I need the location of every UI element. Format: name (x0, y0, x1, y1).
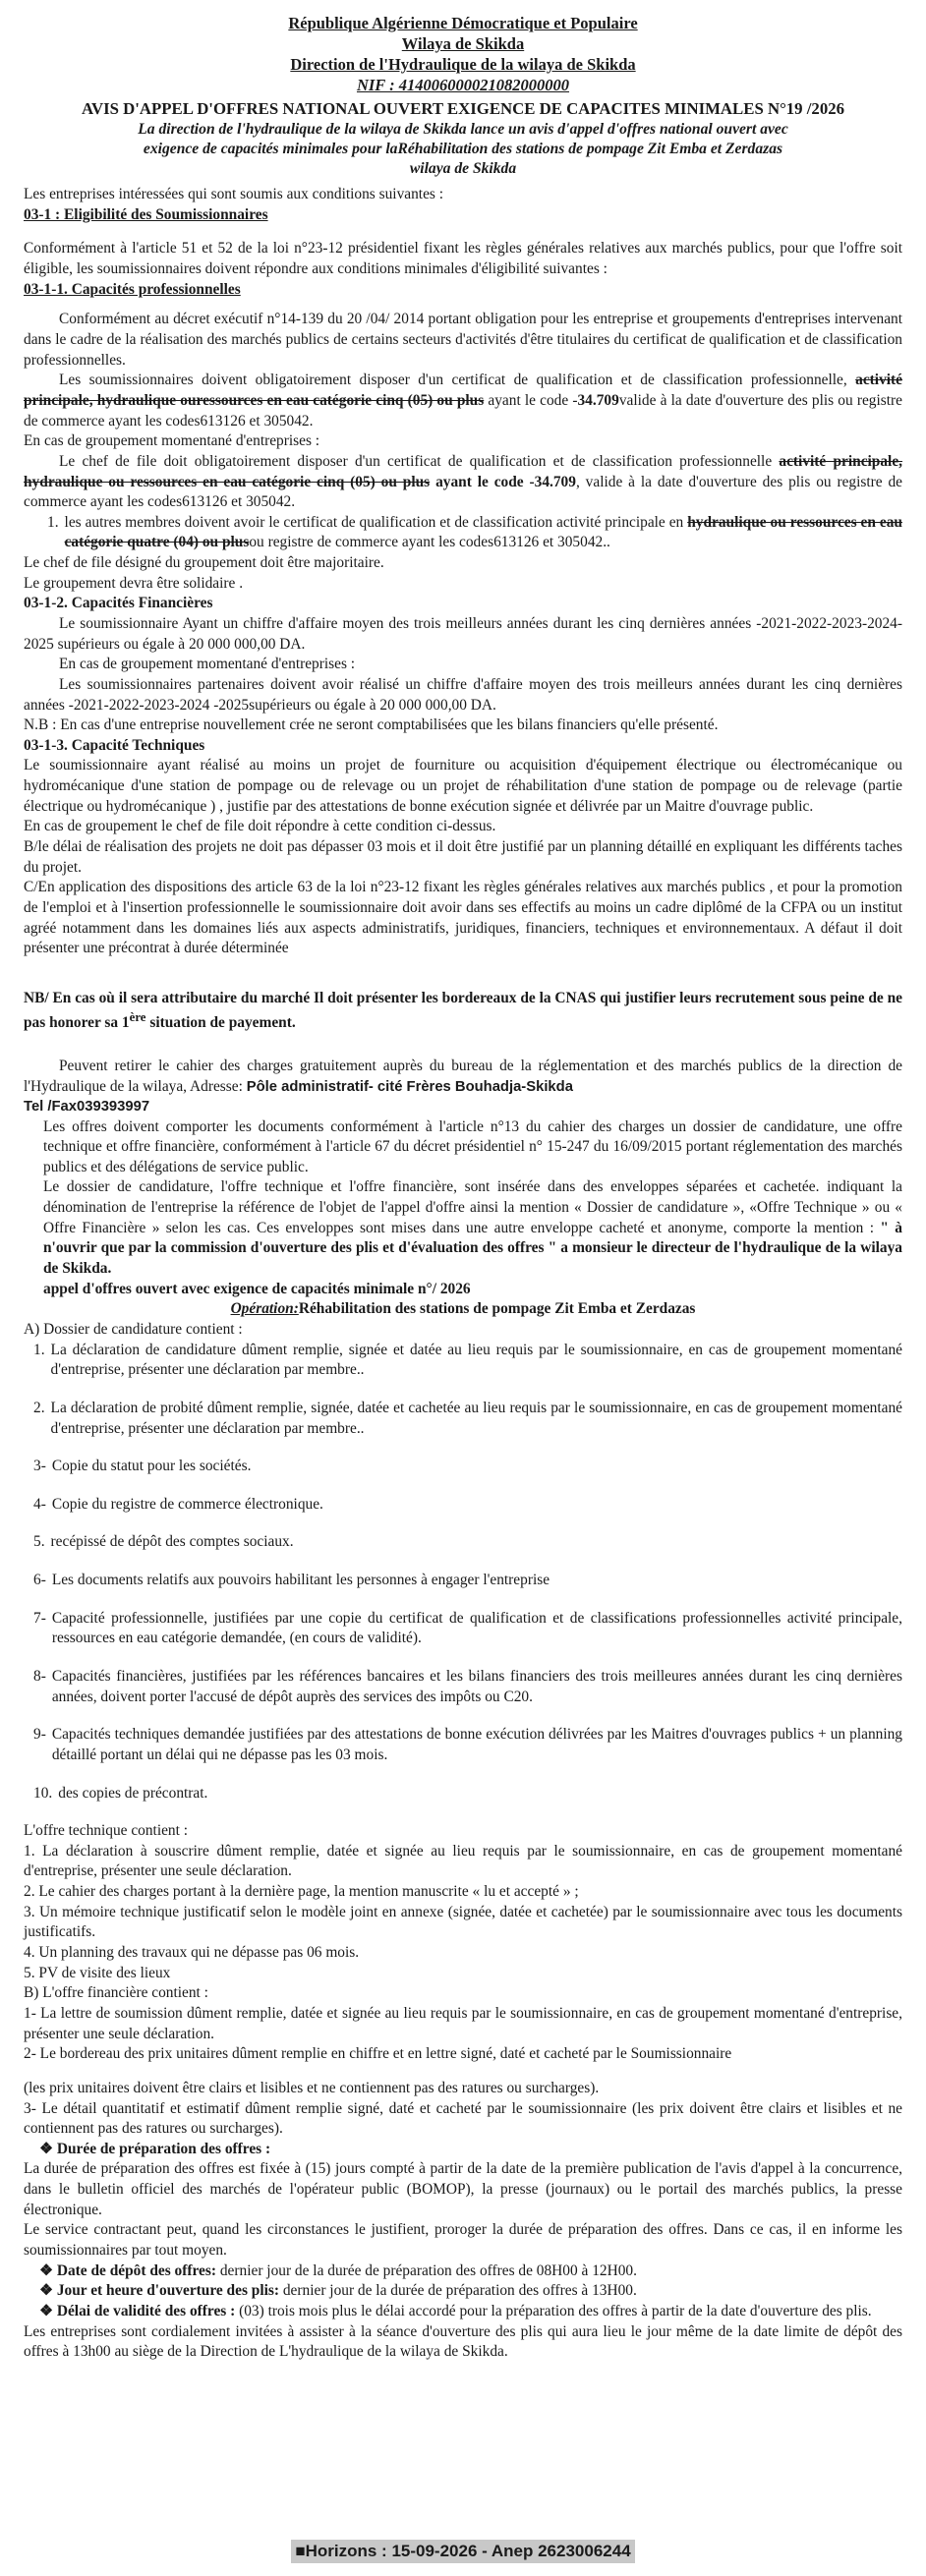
group-label: En cas de groupement momentané d'entreprises : (24, 432, 320, 450)
ouverture-line: ❖ Jour et heure d'ouverture des plis: dernier jour de la durée de préparation des offres à 13H00. (24, 2281, 902, 2302)
list-item: 2. La déclaration de probité dûment remplie, signée, datée et cachetée au lieu requis par le soumissionnaire, en cas de groupement momentané d'entreprise, présenter une déclaration par membre.. (33, 1399, 902, 1437)
membres-item: 1. les autres membres doivent avoir le certificat de qualification et de classification activité principale en hydraulique ou ressources en eau catégorie quatre (04) ou plusou registre de commerce ayant les codes613126 et 305042.. (47, 513, 902, 551)
diamond-bullet-icon: ❖ (39, 2302, 53, 2319)
conditions-intro: Les entreprises intéressées qui sont soumis aux conditions suivantes : (24, 186, 444, 203)
diamond-bullet-icon: ❖ (39, 2282, 53, 2300)
telephone-fax: Tel /Fax039393997 (24, 1098, 150, 1115)
section-03-1-3: 03-1-3. Capacité Techniques (24, 736, 205, 754)
technical-paragraph-2: En cas de groupement le chef de file doit répondre à cette condition ci-dessus. (24, 818, 496, 835)
duree-paragraph: La durée de préparation des offres est fixée à (15) jours compté à partir de la date de la première publication de l'avis d'appel à la concurrence, dans le bulletin officiel des marchés de l'opérateur public (BOMOP), la presse (journaux) ou le portail des marchés publics, la presse électronique. (24, 2160, 902, 2218)
retrieve-paragraph: Peuvent retirer le cahier des charges gratuitement auprès du bureau de la réglementation et des marchés publics de la direction de l'Hydraulique de la wilaya, Adresse: Pôle administratif- cité Frères Bouhadja-Skikda (24, 1058, 902, 1095)
notice-intro (24, 120, 902, 179)
chef-paragraph: Le chef de file doit obligatoirement disposer d'un certificat de qualification et de classification professionnelle activité principale, hydraulique ou ressources en eau catégorie cinq (05) ou plus ayant le code -34.709, valide à la date d'ouverture des plis ou registre de commerce ayant les codes613126 et 305042. (24, 452, 903, 511)
intro-line-1: La direction de l'hydraulique de la wilaya de Skikda lance un avis d'appel d'offres national ouvert avec (138, 121, 788, 139)
fin-offer-item: 1- La lettre de soumission dûment remplie, datée et signée au lieu requis par le soumissionnaire, en cas de groupement momentané d'entreprise, présenter une seule déclaration. (24, 2004, 902, 2042)
intro-line-3: wilaya de Skikda (409, 160, 517, 178)
diamond-bullet-icon: ❖ (39, 2261, 53, 2279)
tech-offer-title: L'offre technique contient : (24, 1822, 189, 1840)
fin-offer-title: B) L'offre financière contient : (24, 1984, 208, 2002)
service-paragraph: Le service contractant peut, quand les circonstances le justifient, proroger la durée de préparation des offres. Dans ce cas, il en informe les soumissionnaires par tout moyen. (24, 2221, 902, 2260)
nb-paragraph: N.B : En cas d'une entreprise nouvellement crée ne seront comptabilisées que les bilans financiers qu'elle présenté. (24, 716, 719, 734)
majoritaire-line: Le chef de file désigné du groupement doit être majoritaire. (24, 554, 384, 572)
list-item: 7- Capacité professionnelle, justifiées par une copie du certificat de qualification et de classifications professionnelles activité principale, ressources en eau catégorie demandée, (en cours de validité). (33, 1609, 902, 1647)
list-item: 6- Les documents relatifs aux pouvoirs habilitant les personnes à engager l'entreprise (33, 1572, 550, 1589)
crossed-activity-members: hydraulique ou ressources en eau catégorie quatre (04) ou plus (64, 513, 902, 551)
nif-line: NIF : 414006000021082000000 (356, 75, 570, 94)
list-item: 3- Copie du statut pour les sociétés. (33, 1458, 252, 1475)
tech-offer-item: 1. La déclaration à souscrire dûment remplie, datée et signée au lieu requis par le soumissionnaire, en cas de groupement momentané d'entreprise, présenter une seule déclaration. (24, 1842, 902, 1880)
notice-header (24, 14, 902, 96)
section-03-1: 03-1 : Eligibilité des Soumissionnaires (24, 205, 268, 223)
financial-paragraph-2: Les soumissionnaires partenaires doivent avoir réalisé un chiffre d'affaire moyen des trois meilleurs années durant les cinq dernières années -2021-2022-2023-2024 -2025supérieurs ou égale à 20 000 000,00 DA. (24, 675, 902, 714)
decree-paragraph: Conformément au décret exécutif n°14-139 du 20 /04/ 2014 portant obligation pour les entreprise et groupements d'entreprises intervenant dans le cadre de la réalisation des marchés publics de certains secteurs d'activités d'être titulaires du certificat de qualification et de classification professionnelles. (24, 311, 902, 369)
footer-text: ■Horizons : 15-09-2026 - Anep 2623006244 (295, 2542, 631, 2560)
republic-line: République Algérienne Démocratique et Populaire (288, 14, 638, 32)
tech-offer-item: 2. Le cahier des charges portant à la dernière page, la mention manuscrite « lu et accepté » ; (24, 1883, 579, 1901)
certificate-paragraph: Les soumissionnaires doivent obligatoirement disposer d'un certificat de qualification et de classification professionnelle, activité principale, hydraulique ouressources en eau catégorie cinq (05) ou plus ayant le code -34.709valide à la date d'ouverture des plis ou registre de commerce ayant les codes613126 et 305042. (24, 372, 902, 429)
appel-line: appel d'offres ouvert avec exigence de capacités minimale n°/ 2026 (43, 1280, 471, 1297)
eligibility-paragraph: Conformément à l'article 51 et 52 de la loi n°23-12 présidentiel fixant les règles générales relatives aux marchés publics, pour que l'offre soit éligible, les soumissionnaires doivent répondre aux conditions minimales d'éligibilité suivantes : (24, 240, 902, 278)
fin-offer-note: (les prix unitaires doivent être clairs et lisibles et ne contiennent pas des ratures ou surcharges). (24, 2079, 600, 2096)
offers-paragraph-1: Les offres doivent comporter les documents conformément à l'article n°13 du cahier des charges un dossier de candidature, une offre technique et offre financière, conformément à l'article 67 du décret présidentiel n° 15-247 du 16/09/2015 portant réglementation des marchés publics et des délégations de service public. (43, 1117, 902, 1175)
wilaya-line: Wilaya de Skikda (401, 33, 525, 53)
list-item: 8- Capacités financières, justifiées par les références bancaires et les bilans financiers des trois meilleures années durant les cinq dernières années, doivent porter l'accusé de dépôt auprès des services des impôts ou C20. (33, 1668, 902, 1705)
crossed-activity: activité principale, hydraulique ouressources en eau catégorie cinq (05) ou plus (24, 372, 902, 409)
direction-line: Direction de l'Hydraulique de la wilaya de Skikda (290, 54, 636, 74)
cnas-notice: NB/ En cas où il sera attributaire du marché Il doit présenter les bordereaux de la CNAS qui justifier leurs recrutement sous peine de ne pas honorer sa 1ère situation de payement. (24, 989, 902, 1031)
technical-paragraph-1: Le soumissionnaire ayant réalisé au moins un projet de fourniture ou acquisition d'équipement électrique ou électromécanique ou hydromécanique d'une station de pompage ou de relevage ou un projet de réhabilitation d'une station de pompage ou de relevage (partie électrique ou hydromécanique ) , justifie par des attestations de bonne exécution signée et délivrée par un Maitre d'ouvrage public. (24, 757, 902, 815)
list-item: 5. recépissé de dépôt des comptes sociaux. (33, 1533, 294, 1551)
dossier-list (24, 1341, 902, 1804)
depot-line: ❖ Date de dépôt des offres: dernier jour de la durée de préparation des offres de 08H00 à 12H00. (24, 2261, 902, 2282)
footer (0, 2530, 926, 2576)
list-item: 1. La déclaration de candidature dûment remplie, signée et datée au lieu requis par le soumissionnaire, en cas de groupement momentané d'entreprise, présenter une déclaration par membre.. (33, 1341, 902, 1379)
operation-line: Opération:Réhabilitation des stations de pompage Zit Emba et Zerdazas (230, 1300, 696, 1318)
dossier-title: A) Dossier de candidature contient : (24, 1320, 243, 1338)
financial-group-label: En cas de groupement momentané d'entreprises : (59, 656, 356, 673)
fin-offer-item: 2- Le bordereau des prix unitaires dûment remplie en chiffre et en lettre signé, daté et cacheté par le Soumissionnaire (24, 2045, 732, 2063)
crossed-activity-chef: activité principale, hydraulique ou ressources en eau catégorie cinq (05) ou plus (24, 452, 903, 490)
offers-paragraph-2: Le dossier de candidature, l'offre technique et l'offre financière, sont insérée dans des enveloppes séparées et cachetée. indiquant la dénomination de l'entreprise la référence de l'objet de l'appel d'offre ainsi la mention « Dossier de candidature », «Offre Technique » ou « Offre Financière » selon les cas. Ces enveloppes sont mises dans une autre enveloppe cacheté et anonyme, comporte la mention : " à n'ouvrir que par la commission d'ouverture des plis et d'évaluation des offres " a monsieur le directeur de l'hydraulique de la wilaya de Skikda. (43, 1178, 902, 1278)
list-item: 4- Copie du registre de commerce électronique. (33, 1495, 323, 1513)
section-03-1-1: 03-1-1. Capacités professionnelles (24, 280, 241, 298)
technical-paragraph-4: C/En application des dispositions des article 63 de la loi n°23-12 fixant les règles générales relatives aux marchés publics , et pour la promotion de l'emploi et à l'insertion professionnelle le soumissionnaire doit avoir dans ses effectifs au moins un cadre diplômé de la CFPA ou un institut agréé notamment dans les domaines liés aux aspects administratifs, juridiques, financiers, techniques et environnementaux. A défaut il doit présenter une précontrat à durée déterminée (24, 879, 902, 957)
tech-offer-item: 3. Un mémoire technique justificatif selon le modèle joint en annexe (signée, datée et cachetée) par le soumissionnaire avec tous les documents justificatifs. (24, 1903, 902, 1941)
list-item: 9- Capacités techniques demandée justifiées par des attestations de bonne exécution délivrées par les Maitres d'ouvrages publics + un planning détaillé portant un délai qui ne dépasse pas les 03 mois. (33, 1726, 902, 1763)
section-03-1-2: 03-1-2. Capacités Financières (24, 595, 213, 612)
address: Pôle administratif- cité Frères Bouhadja-Skikda (246, 1078, 573, 1095)
intro-line-2: exigence de capacités minimales pour laRéhabilitation des stations de pompage Zit Emba et Zerdazas (143, 141, 783, 158)
solidaire-line: Le groupement devra être solidaire . (24, 574, 244, 592)
list-item: 10. des copies de précontrat. (33, 1784, 208, 1802)
tech-offer-item: 5. PV de visite des lieux (24, 1964, 171, 1981)
duree-label: ❖ Durée de préparation des offres : (24, 2140, 902, 2160)
financial-paragraph-1: Le soumissionnaire Ayant un chiffre d'affaire moyen des trois meilleurs années durant les cinq dernières années -2021-2022-2023-2024-2025 supérieurs ou égale à 20 000 000,00 DA. (24, 614, 902, 653)
fin-offer-item: 3- Le détail quantitatif et estimatif dûment remplie signé, daté et cacheté par le soumissionnaire (les prix doivent être clairs et lisibles et ne contiennent pas des ratures ou surcharges). (24, 2099, 902, 2138)
notice-title: AVIS D'APPEL D'OFFRES NATIONAL OUVERT EXIGENCE DE CAPACITES MINIMALES N°19 /2026 (82, 98, 844, 118)
validite-line: ❖ Délai de validité des offres : (03) trois mois plus le délai accordé pour la préparation des offres à partir de la date d'ouverture des plis. (24, 2302, 902, 2322)
invite-paragraph: Les entreprises sont cordialement invitées à assister à la séance d'ouverture des plis qui aura lieu le jour même de la date limite de dépôt des offres à 13h00 au siège de la Direction de L'hydraulique de la wilaya de Skikda. (24, 2322, 902, 2361)
tech-offer-item: 4. Un planning des travaux qui ne dépasse pas 06 mois. (24, 1944, 360, 1962)
diamond-bullet-icon: ❖ (39, 2140, 53, 2157)
technical-paragraph-3: B/le délai de réalisation des projets ne doit pas dépasser 03 mois et il doit être justifié par un planning détaillé en expliquant les différents taches du projet. (24, 838, 902, 876)
